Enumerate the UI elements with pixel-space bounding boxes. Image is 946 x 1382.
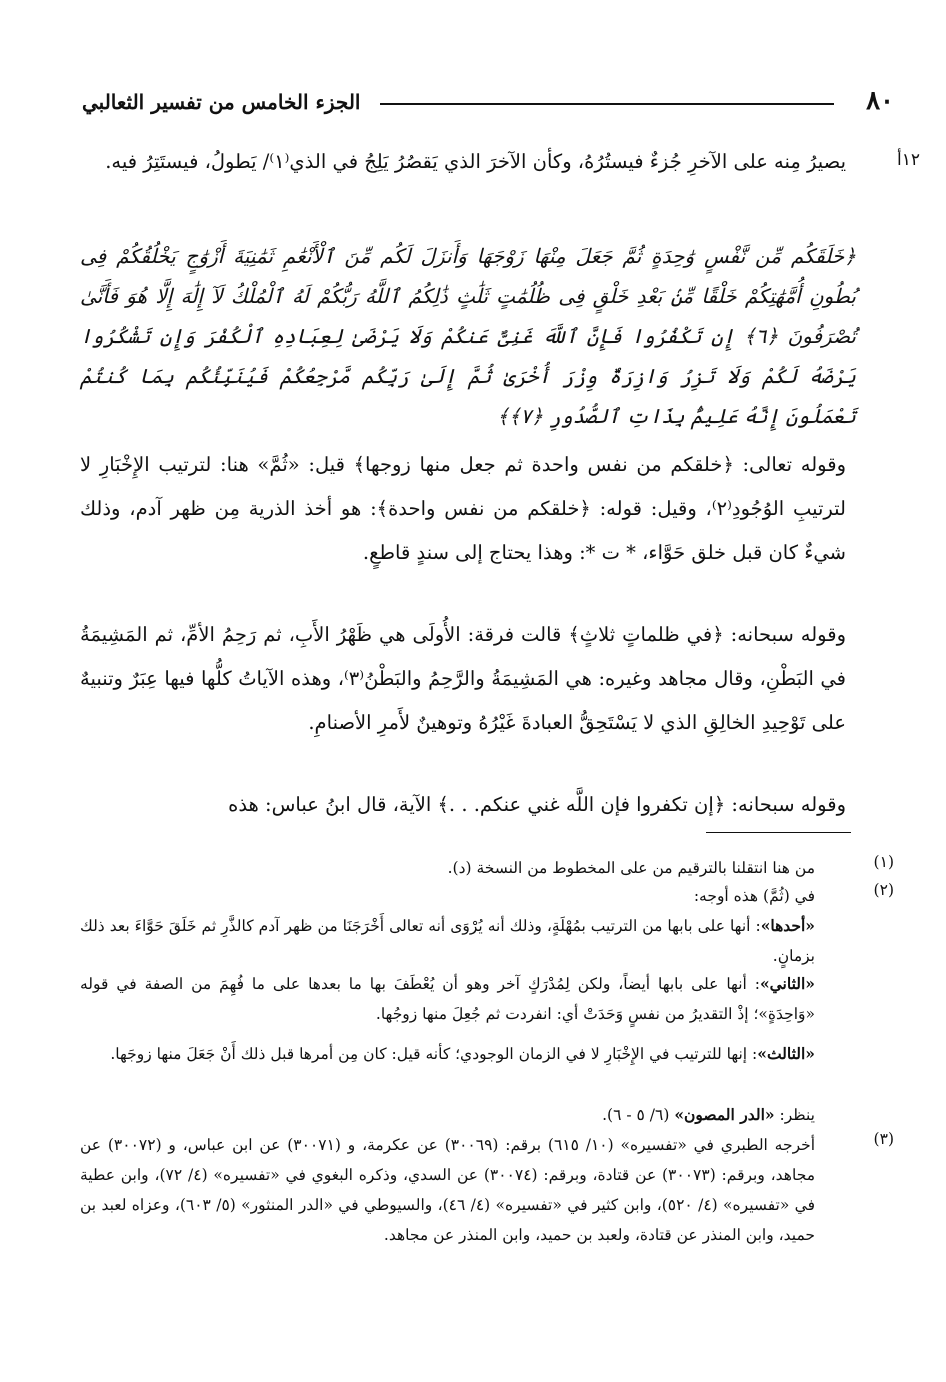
- footnote-2-ref-prefix: ينظر:: [774, 1106, 815, 1124]
- footnote-2-third-view: [80, 1039, 815, 1069]
- intro-paragraph: يصيرُ مِنه على الآخرِ جُزءٌ فيستُرُهُ، وكأن الآخرَ الذي يَقصُرُ يَلِجُ في الذي⁽١⁾/ يَطولُ، فيستَتِرُ فيه.: [105, 150, 846, 173]
- running-title: الجزء الخامس من تفسير الثعالبي: [82, 90, 361, 114]
- footnote-3: أخرجه الطبري في «تفسيره» (١٠/ ٦١٥) برقم: (٣٠٠٦٩) عن عكرمة، و (٣٠٠٧١) عن ابن عباس، و (٣٠٠٧٢) عن مجاهد، وبرقم: (٣٠٠٧٣) عن قتادة، وبرقم: (٣٠٠٧٤) عن السدي، وذكره البغوي في «تفسيره» (٤/ ٧٢)، وابن عطية في «تفسيره» (٤/ ٥٢٠)، وابن كثير في «تفسيره» (٤/ ٤٦)، والسيوطي في «الدر المنثور» (٥/ ٦٠٣)، وعزاه لعبد بن حميد، وابن المنذر عن قتادة، ولعبد بن حميد، وابن المنذر عن مجاهد.: [80, 1136, 816, 1244]
- footnote-2-number: (٢): [873, 881, 894, 899]
- footnote-2-second-text: : أنها على بابها أيضاً، ولكن لِمُدْرَكٍ آخر وهو أن يُعْطَفَ بها ما بعدها على ما فُهِمَ من الصفة في قوله «وَاحِدَةٍ»؛ إذْ التقديرُ من نفسٍ وَحَدَتْ أي: انفردت ثم جُعِلَ منها زوجُها.: [80, 975, 815, 1023]
- footnote-2-third-text: : إنها للترتيب في الإِخْبَارِ لا في الزمان الوجودي؛ كأنه قيل: كان مِن أمرها قبل ذلك أَنْ جَعَلَ منها زوجَها.: [110, 1045, 758, 1063]
- footnote-2-first-text: : أنها على بابها من الترتيب بمُهْلَةٍ، وذلك أنه يُرْوَى أنه تعالى أَخْرَجَنَا من ظهر آدم كالذَّرِ ثم خَلَقَ حَوَّاءَ بعد ذلك بزمانٍ.: [80, 917, 815, 965]
- footnote-1-number: (١): [873, 853, 894, 871]
- footnote-2-first-label: «أحدها»: [760, 916, 815, 935]
- page-number: ٨٠: [866, 86, 894, 116]
- footnote-2-second-view: [80, 969, 815, 1029]
- footnote-1: من هنا انتقلنا بالترقيم من على المخطوط من النسخة (د).: [447, 859, 815, 877]
- commentary-paragraph-2: وقوله سبحانه: ﴿في ظلماتٍ ثلاثٍ﴾ قالت فرقة: الأُولَى هي ظَهْرُ الأَبِ، ثم رَحِمُ الأمِّ، ثم المَشِيمَةُ في البَطْنِ، وقال مجاهد وغيره: هي المَشِيمَةُ والرَّحِمُ والبَطْنُ⁽٣⁾، وهذه الآياتُ كلُّها فيها عِبَرٌ وتنبيهٌ على تَوْحِيدِ الخالِقِ الذي لا يَسْتَحِقُّ العبادةَ غَيْرُهُ وتوهينٌ لأَمرِ الأصنامِ.: [80, 623, 846, 734]
- footnote-3-number: (٣): [873, 1130, 894, 1148]
- quran-passage: ﴿خَلَقَكُم مِّن نَّفْسٍ وَٰحِدَةٍ ثُمَّ جَعَلَ مِنْهَا زَوْجَهَا وَأَنزَلَ لَكُم مِّنَ ٱلْأَنْعَٰمِ ثَمَٰنِيَةَ أَزْوَٰجٍ يَخْلُقُكُمْ فِى بُطُونِ أُمَّهَٰتِكُمْ خَلْقًا مِّنۢ بَعْدِ خَلْقٍ فِى ظُلُمَٰتٍ ثَلَٰثٍ ذَٰلِكُمُ ٱللَّهُ رَبُّكُمْ لَهُ ٱلْمُلْكُ لَآ إِلَٰهَ إِلَّا هُوَ فَأَنَّىٰ تُصْرَفُونَ ﴿٦﴾ إِن تَكْفُرُوا فَإِنَّ ٱللَّهَ غَنِىٌّ عَنكُمْ وَلَا يَرْضَىٰ لِعِبَادِهِ ٱلْكُفْرَ وَإِن تَشْكُرُوا يَرْضَهُ لَكُمْ وَلَا تَزِرُ وَازِرَةٌ وِزْرَ أُخْرَىٰ ثُمَّ إِلَىٰ رَبِّكُم مَّرْجِعُكُمْ فَيُنَبِّئُكُم بِمَا كُنتُمْ تَعْمَلُونَ إِنَّهُ عَلِيمٌۢ بِذَاتِ ٱلصُّدُورِ ﴿٧﴾﴾: [80, 244, 856, 428]
- footnote-2-reference: [80, 1100, 815, 1130]
- header-rule: [380, 103, 834, 105]
- footnote-separator: [706, 832, 851, 833]
- commentary-paragraph-1: وقوله تعالى: ﴿خلقكم من نفس واحدة ثم جعل منها زوجها﴾ قيل: «ثُمَّ» هنا: لترتيب الإِخْبَارِ لا لترتيبِ الوُجُودِ⁽٢⁾، وقيل: قوله: ﴿خلقكم من نفس واحدة﴾: هو أخذ الذرية مِن ظهر آدم، وذلك شيءٌ كان قبل خلق حَوَّاء، * ت *: وهذا يحتاج إلى سندٍ قاطعٍ.: [80, 453, 846, 564]
- footnote-2: في (ثُمَّ) هذه أوجه:: [693, 887, 815, 905]
- commentary-paragraph-3: وقوله سبحانه: ﴿إن تكفروا فإن اللَّه غني عنكم. . .﴾ الآية، قال ابنُ عباس: هذه: [228, 793, 846, 816]
- footnote-2-ref-book: «الدر المصون»: [674, 1105, 775, 1124]
- footnote-2-third-label: «الثالث»: [757, 1044, 815, 1063]
- manuscript-folio-mark: ١٢أ: [897, 150, 920, 170]
- footnote-2-ref-pages: (٦/ ٥ - ٦).: [602, 1106, 675, 1124]
- footnote-2-second-label: «الثاني»: [759, 974, 815, 993]
- footnote-2-first-view: [80, 911, 815, 971]
